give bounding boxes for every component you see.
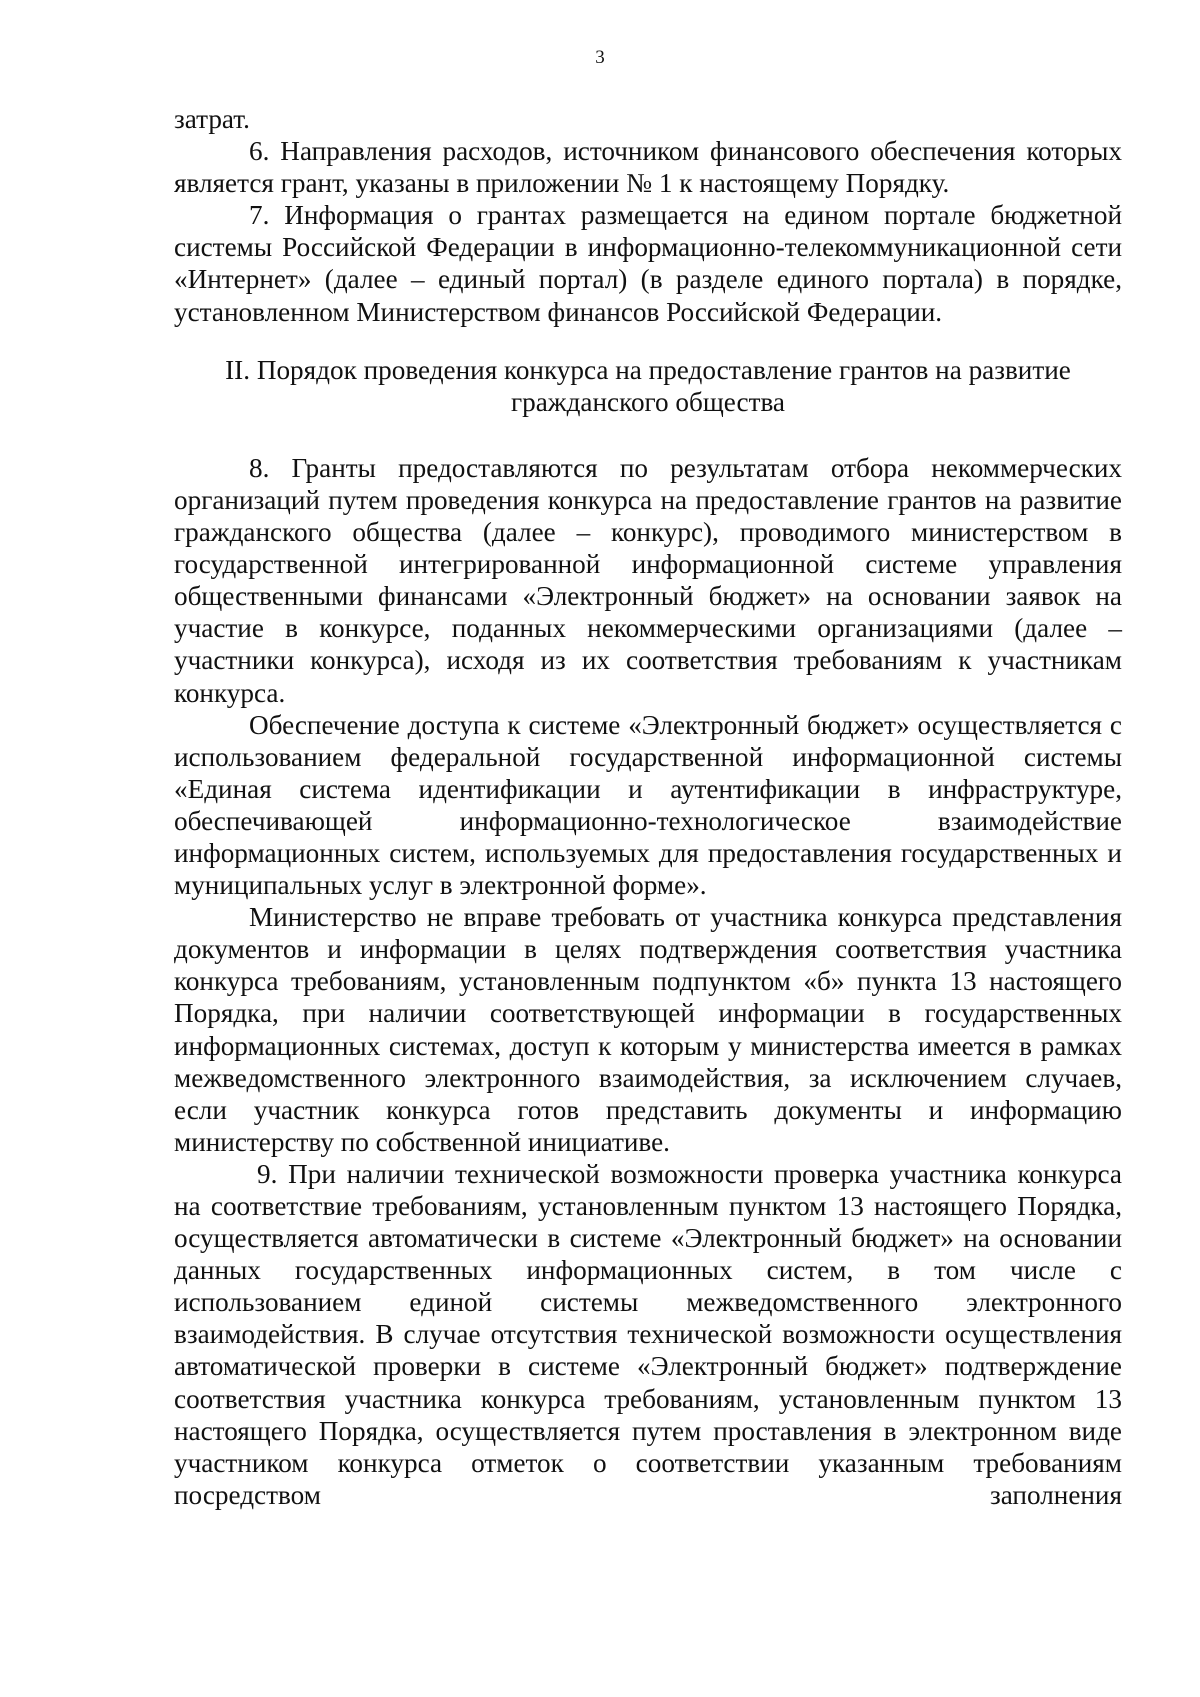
paragraph-item-8: 8. Гранты предоставляются по результатам отбора некоммерческих организаций путем проведения конкурса на предоставление грантов на развитие гражданского общества (далее – конкурс), проводимого министерством в государственной интегрированной информационной системе управления общественными финансами «Электронный бюджет» на основании заявок на участие в конкурсе, поданных некоммерческими организациями (далее – участники конкурса), исходя из их соответствия требованиям к участникам конкурса. <box>174 452 1122 708</box>
paragraph-item-7: 7. Информация о грантах размещается на едином портале бюджетной системы Российской Федерации в информационно-телекоммуникационной сети «Интернет» (далее – единый портал) (в разделе единого портала) в порядке, установленном Министерством финансов Российской Федерации. <box>174 200 1122 327</box>
paragraph-item-8-ministry: Министерство не вправе требовать от участника конкурса представления документов и информации в целях подтверждения соответствия участника конкурса требованиям, установленным подпунктом «б» пункта 13 настоящего Порядка, при наличии соответствующей информации в государственных информационных системах, доступ к которым у министерства имеется в рамках межведомственного электронного взаимодействия, за исключением случаев, если участник конкурса готов представить документы и информацию министерству по собственной инициативе. <box>174 902 1122 1157</box>
paragraph-continuation: затрат. <box>174 104 250 134</box>
section-heading-line-1: II. Порядок проведения конкурса на предоставление грантов на развитие <box>225 354 1071 385</box>
section-heading-line-2: гражданского общества <box>511 386 785 417</box>
paragraph-item-6: 6. Направления расходов, источником финансового обеспечения которых является грант, указаны в приложении № 1 к настоящему Порядку. <box>174 136 1122 199</box>
paragraph-item-8-access: Обеспечение доступа к системе «Электронный бюджет» осуществляется с использованием федеральной государственной информационной системы «Единая система идентификации и аутентификации в инфраструктуре, обеспечивающей информационно-технологическое взаимодействие информационных систем, используемых для предоставления государственных и муниципальных услуг в электронной форме». <box>174 709 1122 901</box>
page-number: 3 <box>595 47 605 68</box>
paragraph-item-9: 9. При наличии технической возможности проверка участника конкурса на соответствие требованиям, установленным пунктом 13 настоящего Порядка, осуществляется автоматически в системе «Электронный бюджет» на основании данных государственных информационных систем, в том числе с использованием единой системы межведомственного электронного взаимодействия. В случае отсутствия технической возможности осуществления автоматической проверки в системе «Электронный бюджет» подтверждение соответствия участника конкурса требованиям, установленным пунктом 13 настоящего Порядка, осуществляется путем проставления в электронном виде участником конкурса отметок о соответствии указанным требованиям посредством заполнения <box>174 1158 1122 1510</box>
document-body <box>174 103 1122 1511</box>
section-heading <box>174 354 1122 418</box>
